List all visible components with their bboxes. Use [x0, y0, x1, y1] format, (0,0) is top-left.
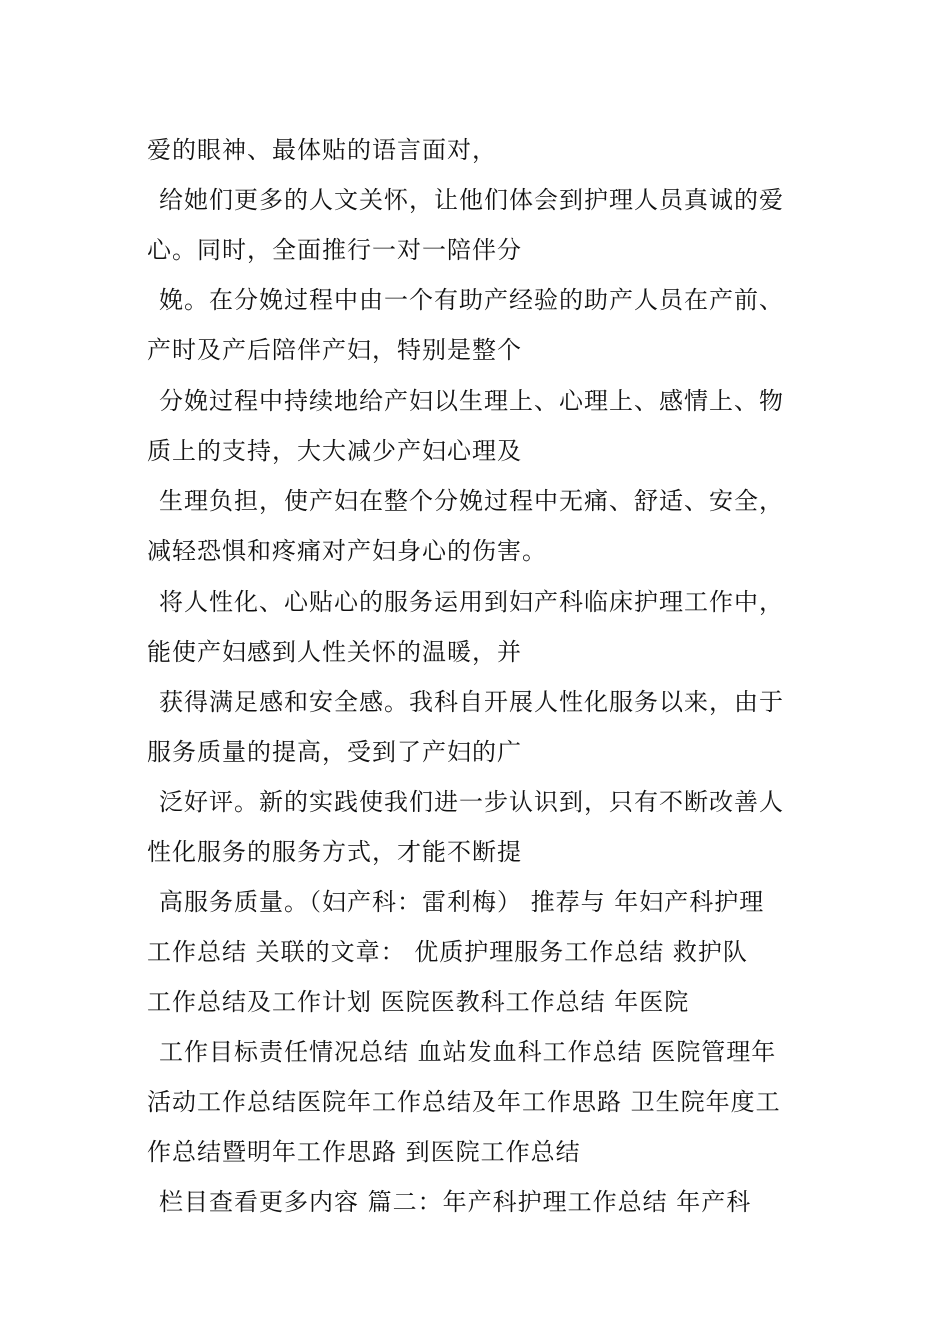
text-line: 工作总结及工作计划 医院医教科工作总结 年医院 [147, 988, 690, 1016]
text-line: 作总结暨明年工作思路 到医院工作总结 [147, 1138, 581, 1166]
text-line: 娩。在分娩过程中由一个有助产经验的助产人员在产前、 [159, 286, 784, 314]
text-line: 获得满足感和安全感。我科自开展人性化服务以来，由于 [159, 688, 784, 716]
text-line: 质上的支持，大大减少产妇心理及 [147, 437, 522, 465]
text-line: 减轻恐惧和疼痛对产妇身心的伤害。 [147, 537, 547, 565]
text-line: 能使产妇感到人性关怀的温暖，并 [147, 638, 522, 666]
text-line: 产时及产后陪伴产妇，特别是整个 [147, 336, 522, 364]
text-line: 工作目标责任情况总结 血站发血科工作总结 医院管理年 [159, 1038, 777, 1066]
text-line: 将人性化、心贴心的服务运用到妇产科临床护理工作中， [159, 588, 784, 616]
text-line: 爱的眼神、最体贴的语言面对， [147, 136, 497, 164]
text-line: 心。同时，全面推行一对一陪伴分 [147, 236, 522, 264]
text-line: 活动工作总结医院年工作总结及年工作思路 卫生院年度工 [147, 1088, 781, 1116]
text-line: 分娩过程中持续地给产妇以生理上、心理上、感情上、物 [159, 387, 784, 415]
text-line: 给她们更多的人文关怀，让他们体会到护理人员真诚的爱 [159, 186, 784, 214]
text-line: 工作总结 关联的文章： 优质护理服务工作总结 救护队 [147, 938, 748, 966]
text-line: 生理负担，使产妇在整个分娩过程中无痛、舒适、安全， [159, 487, 784, 515]
text-line: 高服务质量。（妇产科：雷利梅） 推荐与 年妇产科护理 [159, 888, 765, 916]
text-line: 泛好评。新的实践使我们进一步认识到，只有不断改善人 [159, 788, 784, 816]
text-line: 服务质量的提高，受到了产妇的广 [147, 738, 522, 766]
text-line: 栏目查看更多内容 篇二：年产科护理工作总结 年产科 [159, 1188, 752, 1216]
text-line: 性化服务的服务方式，才能不断提 [147, 838, 522, 866]
